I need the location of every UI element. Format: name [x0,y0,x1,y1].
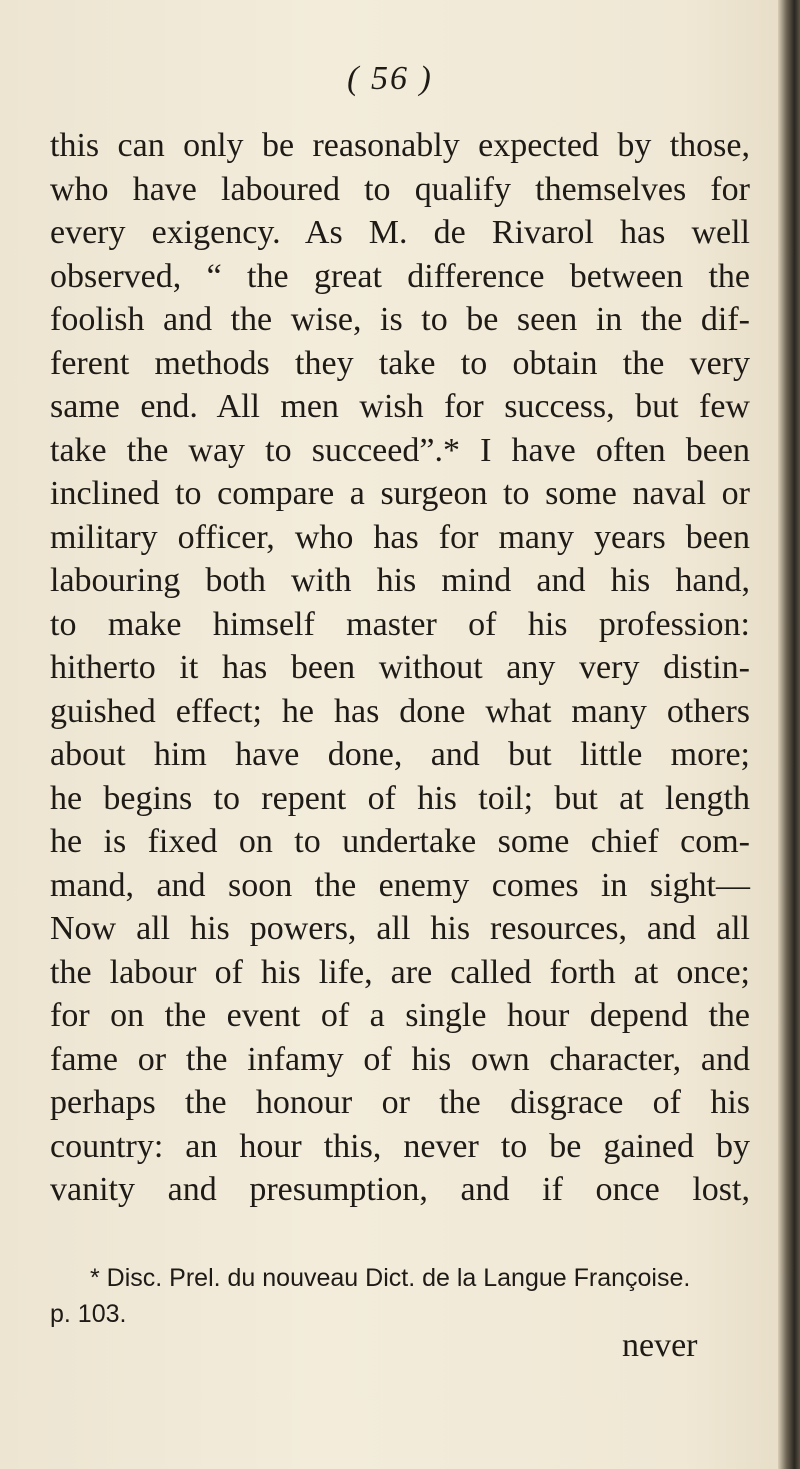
text-line: to make himself master of his profession: [50,605,750,643]
page-number [0,60,780,98]
text-line: he begins to repent of his toil; but at length [50,779,750,817]
text-line: country: an hour this, never to be gained by [50,1127,750,1165]
text-line: observed, “ the great difference between the [50,257,750,295]
text-line: vanity and presumption, and if once lost, [50,1171,750,1208]
text-line: hitherto it has been without any very distin- [50,649,750,686]
text-line: fame or the infamy of his own character, and [50,1040,750,1078]
text-line: foolish and the wise, is to be seen in the dif- [50,301,750,338]
text-line: perhaps the honour or the disgrace of his [50,1084,750,1121]
text-line: about him have done, and but little more; [50,736,750,773]
catchword: never [622,1327,698,1364]
page-number-text: ( 56 ) [347,60,433,97]
text-line: same end. All men wish for success, but few [50,388,750,425]
body-text [50,124,750,1212]
text-line: every exigency. As M. de Rivarol has well [50,214,750,251]
text-line: guished effect; he has done what many others [50,692,750,730]
text-line: who have laboured to qualify themselves for [50,170,750,208]
page-binding-edge [778,0,800,1469]
text-line: this can only be reasonably expected by those, [50,127,750,164]
text-line: the labour of his life, are called forth at once; [50,953,750,991]
text-line: for on the event of a single hour depend the [50,997,750,1034]
text-line: mand, and soon the enemy comes in sight— [50,866,750,904]
text-line: take the way to succeed”.* I have often been [50,431,750,469]
text-line: he is fixed on to undertake some chief com- [50,823,750,860]
text-line: military officer, who has for many years been [50,518,750,556]
text-line: inclined to compare a surgeon to some naval or [50,475,750,512]
text-line: ferent methods they take to obtain the very [50,344,750,382]
footnote-line: p. 103. [50,1300,127,1328]
text-line: Now all his powers, all his resources, and all [50,910,750,947]
footnote-line: * Disc. Prel. du nouveau Dict. de la Langue Françoise. [90,1264,691,1292]
footnote [50,1260,740,1332]
text-line: labouring both with his mind and his hand, [50,562,750,599]
